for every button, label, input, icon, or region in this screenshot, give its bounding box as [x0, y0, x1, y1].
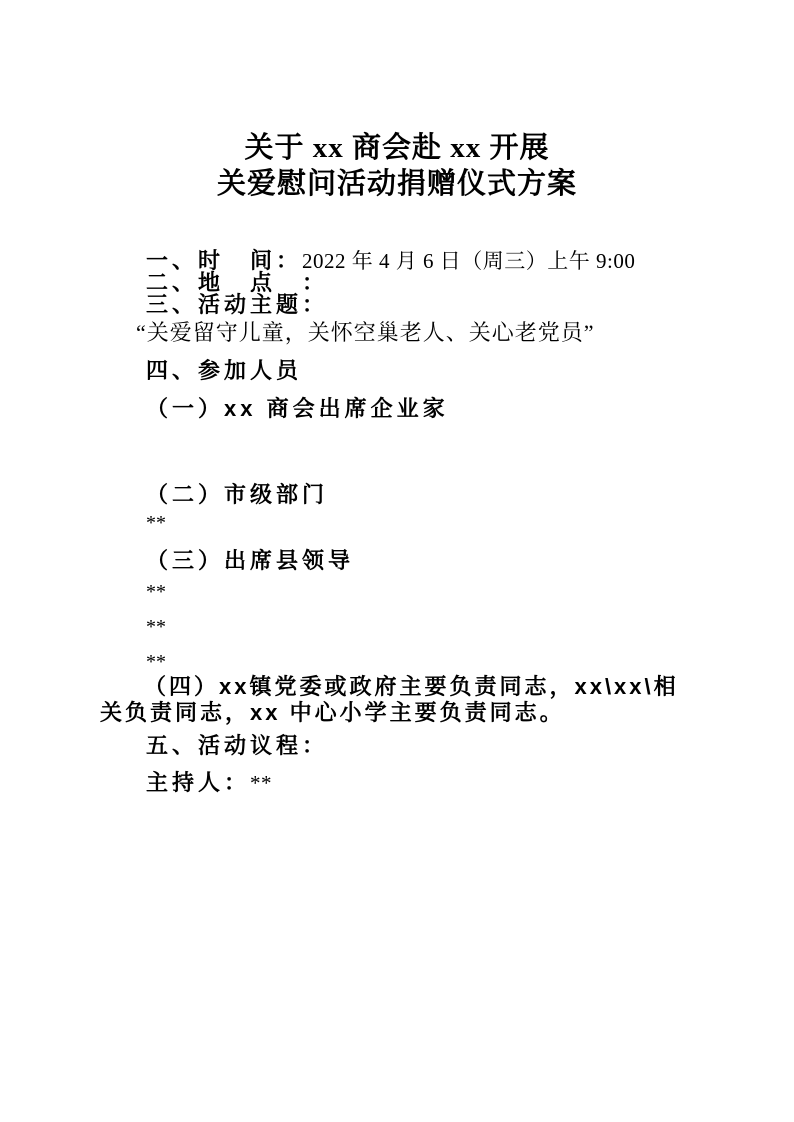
- group3-placeholder-item: **: [146, 651, 166, 673]
- group3-placeholder-item: **: [146, 616, 166, 638]
- group2-heading-text: （二）市级部门: [146, 482, 329, 507]
- document-title-line1: 关于 xx 商会赴 xx 开展: [244, 132, 550, 164]
- agenda-heading-text: 五、活动议程：: [146, 733, 329, 758]
- theme-label: 三、活动主题：: [146, 292, 329, 317]
- place-label: 二、地 点 ：: [146, 270, 329, 295]
- group1-heading: [100, 396, 704, 425]
- group1-heading-text: （一）xx 商会出席企业家: [146, 396, 449, 421]
- theme-line: [100, 292, 704, 321]
- participants-heading: [100, 358, 704, 387]
- participants-heading-text: 四、参加人员: [146, 358, 303, 383]
- host-line: [100, 770, 704, 799]
- group3-heading: [100, 548, 704, 577]
- group2-placeholder-item: **: [146, 512, 166, 534]
- document-title-line2: 关爱慰问活动捐赠仪式方案: [216, 168, 577, 200]
- theme-quote: “关爱留守儿童，关怀空巢老人、关心老党员”: [136, 320, 595, 345]
- time-value: 2022 年 4 月 6 日（周三）上午 9:00: [302, 249, 636, 273]
- group4-paragraph: （四）xx镇党委或政府主要负责同志，xx\xx\相关负责同志，xx 中心小学主要负责同志。: [100, 674, 679, 725]
- group3-placeholder-item: **: [146, 581, 166, 603]
- host-value: **: [250, 771, 273, 795]
- host-label: 主持人：: [146, 770, 251, 795]
- time-label: 一、时 间：: [146, 248, 303, 273]
- group3-heading-text: （三）出席县领导: [146, 548, 355, 573]
- agenda-heading: [100, 733, 704, 762]
- group2-heading: [100, 482, 704, 511]
